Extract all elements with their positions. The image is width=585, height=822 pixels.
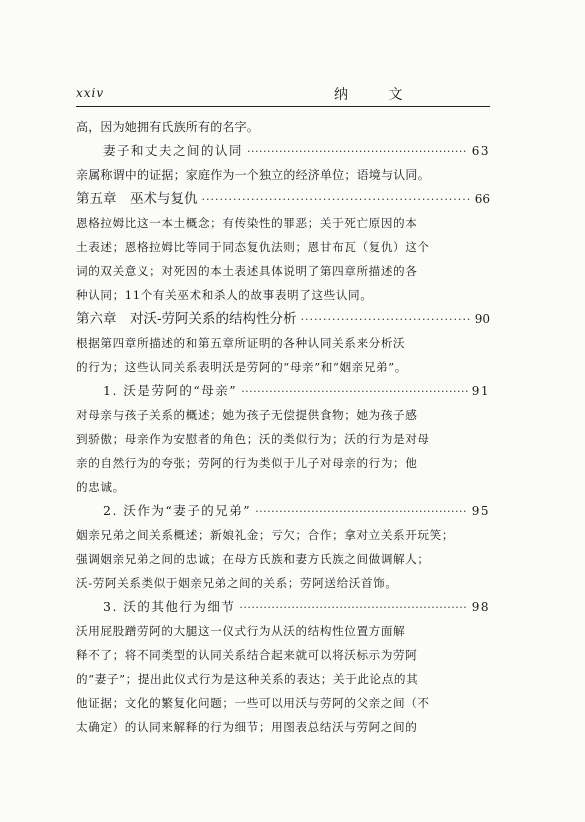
section-title: 1. 沃是劳阿的“母亲”: [103, 383, 238, 398]
section-title: 妻子和丈夫之间的认同: [103, 143, 244, 158]
toc-page-number: 91: [471, 384, 490, 398]
toc-description-line: 释不了；将不同类型的认同关系结合起来就可以将沃标示为劳阿: [76, 648, 418, 662]
chapter-title: 第六章 对沃-劳阿关系的结构性分析: [76, 311, 297, 327]
toc-description-line: 他证据；文化的繁复化问题；一些可以用沃与劳阿的父亲之间（不: [76, 696, 430, 710]
toc-description-line: 到骄傲；母亲作为安慰者的角色；沃的类似行为；沃的行为是对母: [76, 432, 430, 446]
toc-page-number: 98: [471, 600, 490, 614]
running-title: 纳 文: [334, 87, 421, 103]
toc-section-entry[interactable]: [76, 379, 490, 403]
leader-dots: [255, 500, 468, 524]
toc-description-line: 高，因为她拥有氏族所有的名字。: [76, 120, 260, 134]
toc-description-line: 根据第四章所描述的和第五章所证明的各种认同关系来分析沃: [76, 336, 406, 350]
toc-page-number: 66: [474, 192, 490, 206]
toc-page-number: 63: [471, 144, 490, 158]
toc-description-line: 的行为；这些认同关系表明沃是劳阿的“母亲”和“姻亲兄弟”。: [76, 360, 407, 374]
toc-description-line: 沃-劳阿关系类似于姻亲兄弟之间的关系；劳阿送给沃首饰。: [76, 576, 398, 590]
table-of-contents: [76, 115, 490, 739]
toc-description-line: 种认同；11个有关巫术和杀人的故事表明了这些认同。: [76, 288, 373, 302]
leader-dots: [239, 596, 467, 620]
toc-description-line: 的忠诚。: [76, 480, 125, 494]
page-number: xxiv: [76, 86, 105, 100]
toc-description-line: 强调姻亲兄弟之间的忠诚；在母方氏族和妻方氏族之间做调解人；: [76, 552, 430, 566]
toc-description-line: 土表述；恩格拉姆比等同于同态复仇法则；恩甘布瓦（复仇）这个: [76, 240, 430, 254]
toc-description-line: 亲的自然行为的夸张；劳阿的行为类似于儿子对母亲的行为；他: [76, 456, 418, 470]
toc-description-line: 的“妻子”；提出此仪式行为是这种关系的表达；关于此论点的其: [76, 672, 419, 686]
toc-page-number: 90: [474, 312, 490, 326]
chapter-title: 第五章 巫术与复仇: [76, 191, 198, 207]
toc-description-line: 太确定）的认同来解释的行为细节；用图表总结沃与劳阿之间的: [76, 720, 418, 734]
leader-dots: [301, 308, 471, 332]
leader-dots: [241, 380, 468, 404]
running-header: [76, 84, 490, 107]
toc-description-line: 沃用屁股蹭劳阿的大腿这一仪式行为从沃的结构性位置方面解: [76, 624, 406, 638]
toc-section-entry[interactable]: [76, 595, 490, 619]
toc-chapter-entry[interactable]: [76, 187, 490, 211]
toc-description-line: 恩格拉姆比这一本土概念；有传染性的罪恶；关于死亡原因的本: [76, 216, 418, 230]
toc-description-line: 对母亲与孩子关系的概述；她为孩子无偿提供食物；她为孩子感: [76, 408, 418, 422]
toc-description-line: 词的双关意义；对死因的本土表述具体说明了第四章所描述的各: [76, 264, 418, 278]
toc-page-number: 95: [471, 504, 490, 518]
section-title: 3. 沃的其他行为细节: [103, 599, 236, 614]
section-title: 2. 沃作为“妻子的兄弟”: [103, 503, 252, 518]
toc-chapter-entry[interactable]: [76, 307, 490, 331]
leader-dots: [202, 188, 471, 212]
leader-dots: [247, 140, 468, 164]
toc-description-line: 姻亲兄弟之间关系概述；新娘礼金；亏欠；合作；拿对立关系开玩笑；: [76, 528, 455, 542]
toc-description-line: 亲属称谓中的证据；家庭作为一个独立的经济单位；语境与认同。: [76, 168, 430, 182]
toc-section-entry[interactable]: [76, 139, 490, 163]
toc-section-entry[interactable]: [76, 499, 490, 523]
